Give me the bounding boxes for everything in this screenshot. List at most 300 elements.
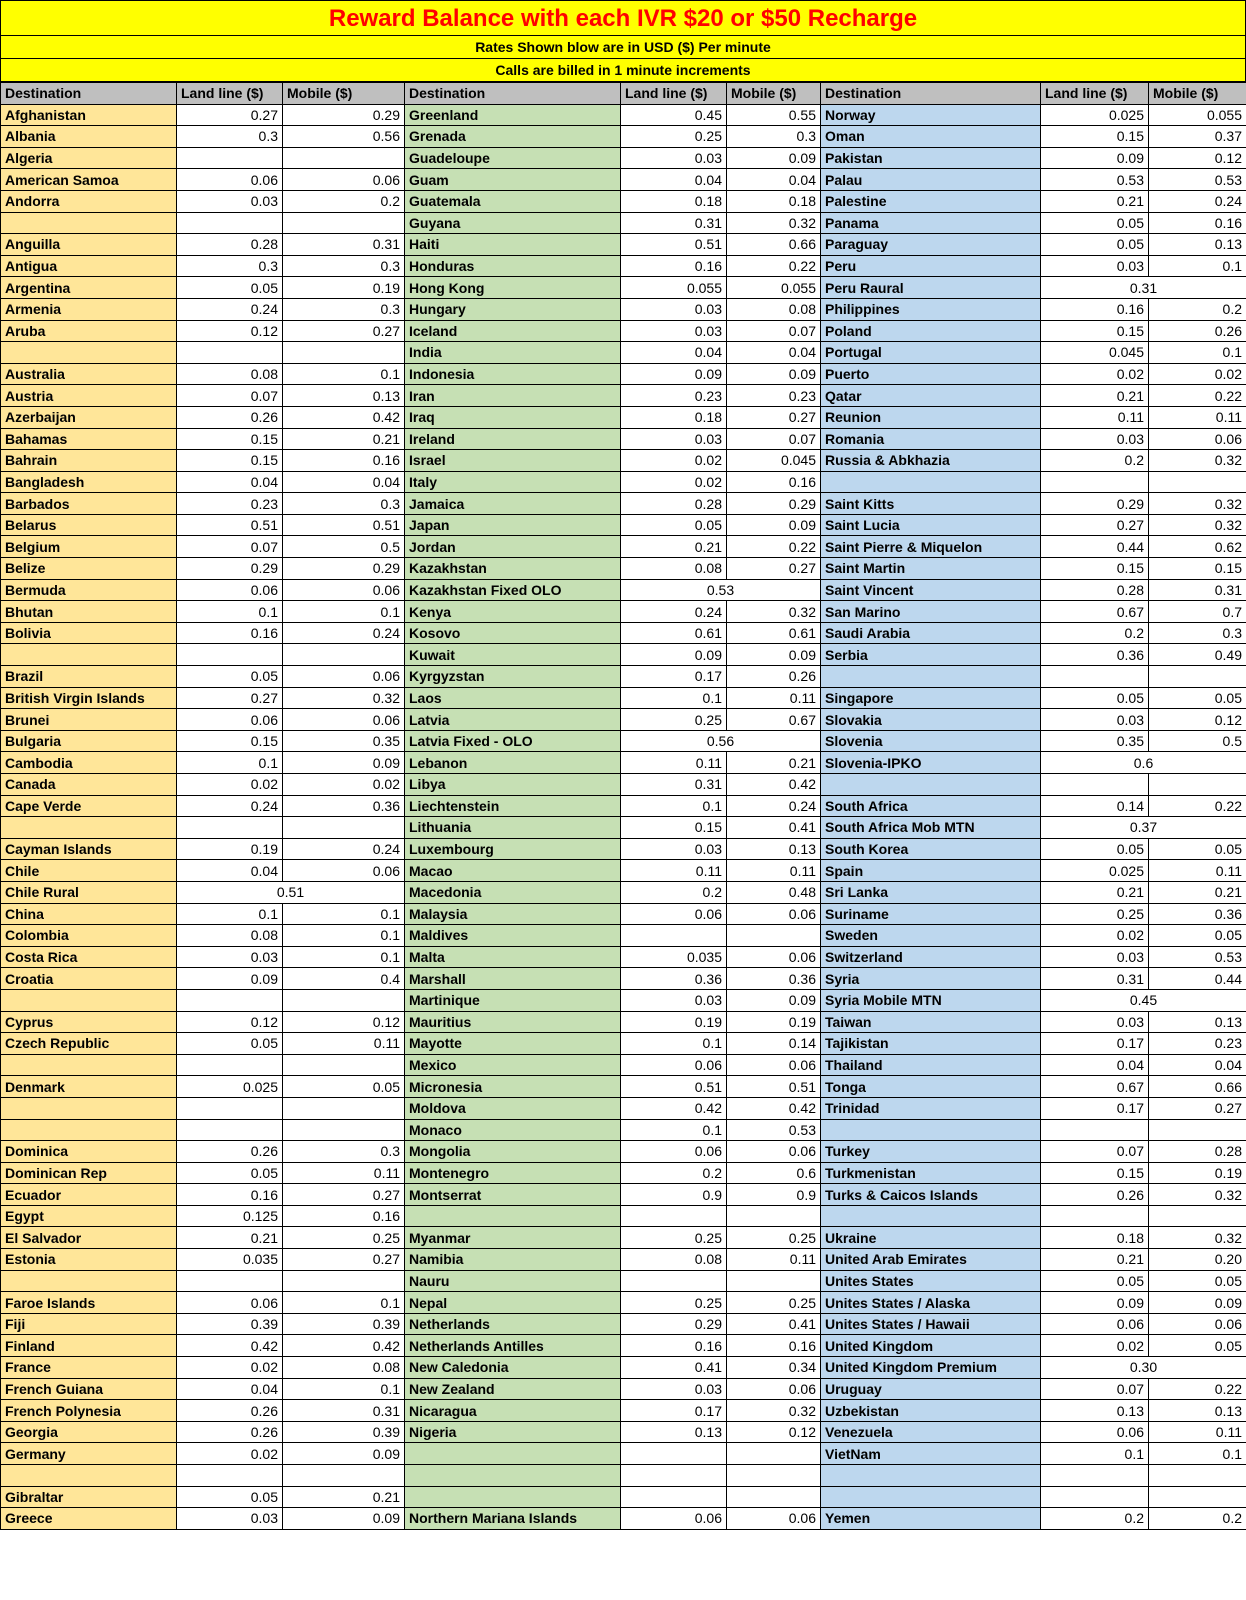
table-row — [1, 1141, 1246, 1163]
mobile-rate-cell: 0.1 — [1149, 342, 1246, 364]
mobile-rate-cell: 0.1 — [283, 903, 405, 925]
destination-cell: Norway — [821, 104, 1041, 126]
mobile-rate-cell: 0.56 — [283, 126, 405, 148]
landline-rate-cell: 0.17 — [621, 1400, 727, 1422]
mobile-rate-cell: 0.27 — [1149, 1097, 1246, 1119]
flat-rate-cell: 0.30 — [1041, 1357, 1246, 1379]
destination-cell: Luxembourg — [405, 838, 621, 860]
mobile-rate-cell: 0.06 — [283, 666, 405, 688]
mobile-rate-cell: 0.25 — [283, 1227, 405, 1249]
landline-rate-cell: 0.1 — [177, 601, 283, 623]
table-row — [1, 1162, 1246, 1184]
mobile-rate-cell: 0.12 — [1149, 709, 1246, 731]
destination-cell: Belgium — [1, 536, 177, 558]
mobile-rate-cell: 0.32 — [1149, 514, 1246, 536]
destination-cell: Saint Martin — [821, 558, 1041, 580]
destination-cell: Marshall — [405, 968, 621, 990]
table-row — [1, 342, 1246, 364]
destination-cell: Ecuador — [1, 1184, 177, 1206]
destination-cell: Saint Lucia — [821, 514, 1041, 536]
mobile-rate-cell — [283, 817, 405, 839]
destination-cell: Greenland — [405, 104, 621, 126]
mobile-rate-cell: 0.06 — [727, 1141, 821, 1163]
landline-rate-cell: 0.05 — [177, 1486, 283, 1508]
table-row — [1, 1227, 1246, 1249]
mobile-rate-cell: 0.28 — [1149, 1141, 1246, 1163]
mobile-rate-cell: 0.06 — [727, 1378, 821, 1400]
flat-rate-cell: 0.31 — [1041, 277, 1246, 299]
landline-rate-cell: 0.06 — [177, 1292, 283, 1314]
destination-cell: Nepal — [405, 1292, 621, 1314]
header-row — [1, 83, 1246, 105]
destination-cell: Bahrain — [1, 450, 177, 472]
destination-cell — [1, 1270, 177, 1292]
table-row — [1, 601, 1246, 623]
destination-cell: United Kingdom Premium — [821, 1357, 1041, 1379]
landline-rate-cell: 0.03 — [1041, 1011, 1149, 1033]
flat-rate-cell: 0.56 — [621, 730, 821, 752]
mobile-rate-cell: 0.21 — [283, 1486, 405, 1508]
mobile-rate-cell: 0.3 — [727, 126, 821, 148]
header-landline-3: Land line ($) — [1041, 83, 1149, 105]
destination-cell: United Arab Emirates — [821, 1249, 1041, 1271]
destination-cell: Croatia — [1, 968, 177, 990]
landline-rate-cell — [177, 644, 283, 666]
destination-cell — [1, 1119, 177, 1141]
destination-cell: Barbados — [1, 493, 177, 515]
mobile-rate-cell: 0.2 — [1149, 298, 1246, 320]
table-row — [1, 1184, 1246, 1206]
mobile-rate-cell: 0.22 — [1149, 1378, 1246, 1400]
mobile-rate-cell — [283, 212, 405, 234]
landline-rate-cell: 0.29 — [177, 558, 283, 580]
destination-cell: Serbia — [821, 644, 1041, 666]
landline-rate-cell: 0.28 — [1041, 579, 1149, 601]
table-row — [1, 1249, 1246, 1271]
landline-rate-cell — [621, 1205, 727, 1227]
destination-cell: Mayotte — [405, 1033, 621, 1055]
table-row — [1, 1443, 1246, 1465]
landline-rate-cell: 0.03 — [1041, 709, 1149, 731]
destination-cell — [1, 1465, 177, 1487]
landline-rate-cell: 0.26 — [177, 1141, 283, 1163]
rates-table — [0, 82, 1246, 1530]
destination-cell: Hungary — [405, 298, 621, 320]
destination-cell: Fiji — [1, 1313, 177, 1335]
destination-cell: Bahamas — [1, 428, 177, 450]
table-row — [1, 298, 1246, 320]
mobile-rate-cell — [283, 342, 405, 364]
destination-cell: Unites States — [821, 1270, 1041, 1292]
landline-rate-cell: 0.02 — [177, 774, 283, 796]
landline-rate-cell: 0.03 — [621, 147, 727, 169]
landline-rate-cell: 0.09 — [1041, 1292, 1149, 1314]
landline-rate-cell: 0.05 — [1041, 1270, 1149, 1292]
landline-rate-cell: 0.02 — [1041, 925, 1149, 947]
landline-rate-cell: 0.16 — [177, 622, 283, 644]
landline-rate-cell: 0.3 — [177, 126, 283, 148]
mobile-rate-cell: 0.04 — [283, 471, 405, 493]
landline-rate-cell: 0.03 — [1041, 428, 1149, 450]
destination-cell: Syria Mobile MTN — [821, 989, 1041, 1011]
landline-rate-cell — [621, 1270, 727, 1292]
table-row — [1, 1033, 1246, 1055]
table-row — [1, 450, 1246, 472]
landline-rate-cell: 0.04 — [1041, 1054, 1149, 1076]
destination-cell: Netherlands — [405, 1313, 621, 1335]
mobile-rate-cell: 0.055 — [727, 277, 821, 299]
mobile-rate-cell: 0.06 — [1149, 1313, 1246, 1335]
destination-cell: Kenya — [405, 601, 621, 623]
mobile-rate-cell: 0.12 — [283, 1011, 405, 1033]
table-row — [1, 1097, 1246, 1119]
destination-cell: Saint Vincent — [821, 579, 1041, 601]
mobile-rate-cell: 0.21 — [727, 752, 821, 774]
landline-rate-cell — [177, 989, 283, 1011]
landline-rate-cell: 0.26 — [1041, 1184, 1149, 1206]
landline-rate-cell: 0.29 — [621, 1313, 727, 1335]
mobile-rate-cell: 0.29 — [283, 558, 405, 580]
destination-cell: Mauritius — [405, 1011, 621, 1033]
landline-rate-cell: 0.08 — [177, 363, 283, 385]
mobile-rate-cell: 0.1 — [283, 601, 405, 623]
destination-cell — [1, 989, 177, 1011]
table-row — [1, 255, 1246, 277]
landline-rate-cell: 0.26 — [177, 1400, 283, 1422]
mobile-rate-cell: 0.11 — [727, 860, 821, 882]
mobile-rate-cell: 0.6 — [727, 1162, 821, 1184]
landline-rate-cell: 0.05 — [1041, 687, 1149, 709]
destination-cell: United Kingdom — [821, 1335, 1041, 1357]
mobile-rate-cell: 0.21 — [1149, 881, 1246, 903]
mobile-rate-cell: 0.16 — [1149, 212, 1246, 234]
destination-cell: Aruba — [1, 320, 177, 342]
destination-cell: Nauru — [405, 1270, 621, 1292]
landline-rate-cell: 0.28 — [621, 493, 727, 515]
destination-cell: Portugal — [821, 342, 1041, 364]
landline-rate-cell: 0.03 — [177, 1508, 283, 1530]
table-row — [1, 644, 1246, 666]
destination-cell: Costa Rica — [1, 946, 177, 968]
mobile-rate-cell: 0.24 — [727, 795, 821, 817]
header-landline-1: Land line ($) — [177, 83, 283, 105]
destination-cell: Chile Rural — [1, 881, 177, 903]
mobile-rate-cell: 0.06 — [283, 709, 405, 731]
destination-cell: Martinique — [405, 989, 621, 1011]
table-row — [1, 925, 1246, 947]
flat-rate-cell: 0.53 — [621, 579, 821, 601]
table-row — [1, 1054, 1246, 1076]
mobile-rate-cell: 0.02 — [283, 774, 405, 796]
landline-rate-cell: 0.08 — [621, 558, 727, 580]
destination-cell: Saudi Arabia — [821, 622, 1041, 644]
landline-rate-cell: 0.51 — [177, 514, 283, 536]
destination-cell: Denmark — [1, 1076, 177, 1098]
table-row — [1, 687, 1246, 709]
mobile-rate-cell: 0.22 — [1149, 385, 1246, 407]
landline-rate-cell: 0.27 — [1041, 514, 1149, 536]
destination-cell — [821, 1119, 1041, 1141]
mobile-rate-cell: 0.44 — [1149, 968, 1246, 990]
destination-cell: Guyana — [405, 212, 621, 234]
mobile-rate-cell: 0.08 — [727, 298, 821, 320]
table-row — [1, 1119, 1246, 1141]
landline-rate-cell: 0.03 — [1041, 946, 1149, 968]
table-row — [1, 666, 1246, 688]
landline-rate-cell: 0.03 — [621, 1378, 727, 1400]
destination-cell — [1, 817, 177, 839]
table-row — [1, 1205, 1246, 1227]
landline-rate-cell: 0.09 — [177, 968, 283, 990]
mobile-rate-cell: 0.13 — [727, 838, 821, 860]
destination-cell: Sweden — [821, 925, 1041, 947]
landline-rate-cell: 0.04 — [177, 1378, 283, 1400]
table-row — [1, 1313, 1246, 1335]
landline-rate-cell — [621, 925, 727, 947]
mobile-rate-cell: 0.1 — [283, 925, 405, 947]
mobile-rate-cell: 0.61 — [727, 622, 821, 644]
mobile-rate-cell — [283, 147, 405, 169]
landline-rate-cell: 0.03 — [177, 190, 283, 212]
header-destination-1: Destination — [1, 83, 177, 105]
table-row — [1, 795, 1246, 817]
landline-rate-cell: 0.12 — [177, 1011, 283, 1033]
destination-cell: Peru — [821, 255, 1041, 277]
table-row — [1, 1400, 1246, 1422]
header-mobile-2: Mobile ($) — [727, 83, 821, 105]
mobile-rate-cell: 0.3 — [283, 493, 405, 515]
mobile-rate-cell: 0.22 — [727, 536, 821, 558]
destination-cell: Finland — [1, 1335, 177, 1357]
mobile-rate-cell: 0.04 — [1149, 1054, 1246, 1076]
mobile-rate-cell: 0.09 — [283, 752, 405, 774]
landline-rate-cell: 0.025 — [1041, 104, 1149, 126]
destination-cell: Australia — [1, 363, 177, 385]
destination-cell: Lithuania — [405, 817, 621, 839]
landline-rate-cell: 0.07 — [1041, 1378, 1149, 1400]
landline-rate-cell: 0.04 — [177, 860, 283, 882]
mobile-rate-cell: 0.51 — [283, 514, 405, 536]
mobile-rate-cell: 0.11 — [283, 1033, 405, 1055]
destination-cell: India — [405, 342, 621, 364]
flat-rate-cell: 0.6 — [1041, 752, 1246, 774]
mobile-rate-cell: 0.09 — [727, 363, 821, 385]
mobile-rate-cell — [283, 644, 405, 666]
destination-cell: Switzerland — [821, 946, 1041, 968]
landline-rate-cell: 0.03 — [621, 320, 727, 342]
table-row — [1, 104, 1246, 126]
landline-rate-cell: 0.17 — [1041, 1097, 1149, 1119]
mobile-rate-cell: 0.13 — [1149, 1011, 1246, 1033]
table-row — [1, 709, 1246, 731]
destination-cell — [821, 1205, 1041, 1227]
landline-rate-cell — [177, 212, 283, 234]
mobile-rate-cell: 0.1 — [1149, 255, 1246, 277]
table-row — [1, 234, 1246, 256]
destination-cell: Haiti — [405, 234, 621, 256]
mobile-rate-cell: 0.11 — [727, 687, 821, 709]
mobile-rate-cell: 0.29 — [727, 493, 821, 515]
table-row — [1, 860, 1246, 882]
mobile-rate-cell: 0.51 — [727, 1076, 821, 1098]
landline-rate-cell: 0.04 — [177, 471, 283, 493]
destination-cell — [405, 1443, 621, 1465]
landline-rate-cell: 0.36 — [621, 968, 727, 990]
destination-cell: Estonia — [1, 1249, 177, 1271]
mobile-rate-cell: 0.09 — [727, 514, 821, 536]
landline-rate-cell: 0.08 — [621, 1249, 727, 1271]
mobile-rate-cell: 0.53 — [727, 1119, 821, 1141]
destination-cell: Kazakhstan — [405, 558, 621, 580]
mobile-rate-cell: 0.06 — [283, 169, 405, 191]
mobile-rate-cell: 0.42 — [727, 774, 821, 796]
landline-rate-cell: 0.03 — [621, 298, 727, 320]
destination-cell: Myanmar — [405, 1227, 621, 1249]
mobile-rate-cell — [283, 989, 405, 1011]
landline-rate-cell — [1041, 1465, 1149, 1487]
landline-rate-cell: 0.02 — [1041, 1335, 1149, 1357]
mobile-rate-cell: 0.11 — [283, 1162, 405, 1184]
mobile-rate-cell: 0.7 — [1149, 601, 1246, 623]
mobile-rate-cell — [283, 1465, 405, 1487]
landline-rate-cell — [177, 342, 283, 364]
mobile-rate-cell — [727, 925, 821, 947]
destination-cell: Austria — [1, 385, 177, 407]
landline-rate-cell: 0.15 — [1041, 320, 1149, 342]
mobile-rate-cell — [283, 1119, 405, 1141]
destination-cell: Uruguay — [821, 1378, 1041, 1400]
mobile-rate-cell: 0.32 — [727, 601, 821, 623]
destination-cell: Egypt — [1, 1205, 177, 1227]
mobile-rate-cell: 0.20 — [1149, 1249, 1246, 1271]
destination-cell: New Caledonia — [405, 1357, 621, 1379]
mobile-rate-cell: 0.32 — [727, 212, 821, 234]
destination-cell: Jamaica — [405, 493, 621, 515]
table-row — [1, 1508, 1246, 1530]
landline-rate-cell: 0.05 — [177, 1162, 283, 1184]
mobile-rate-cell: 0.1 — [1149, 1443, 1246, 1465]
mobile-rate-cell — [1149, 774, 1246, 796]
destination-cell: Turkmenistan — [821, 1162, 1041, 1184]
destination-cell: France — [1, 1357, 177, 1379]
landline-rate-cell: 0.24 — [621, 601, 727, 623]
table-row — [1, 363, 1246, 385]
destination-cell: Turkey — [821, 1141, 1041, 1163]
destination-cell: Taiwan — [821, 1011, 1041, 1033]
table-row — [1, 817, 1246, 839]
landline-rate-cell — [1041, 666, 1149, 688]
mobile-rate-cell: 0.04 — [727, 169, 821, 191]
destination-cell: Bolivia — [1, 622, 177, 644]
landline-rate-cell: 0.67 — [1041, 601, 1149, 623]
destination-cell: Chile — [1, 860, 177, 882]
landline-rate-cell: 0.36 — [1041, 644, 1149, 666]
destination-cell: Lebanon — [405, 752, 621, 774]
destination-cell: Paraguay — [821, 234, 1041, 256]
landline-rate-cell: 0.1 — [621, 1119, 727, 1141]
landline-rate-cell: 0.025 — [1041, 860, 1149, 882]
header-destination-3: Destination — [821, 83, 1041, 105]
landline-rate-cell: 0.51 — [621, 234, 727, 256]
destination-cell: Kyrgyzstan — [405, 666, 621, 688]
mobile-rate-cell: 0.66 — [1149, 1076, 1246, 1098]
landline-rate-cell: 0.25 — [621, 1227, 727, 1249]
mobile-rate-cell: 0.22 — [1149, 795, 1246, 817]
landline-rate-cell: 0.11 — [1041, 406, 1149, 428]
table-row — [1, 989, 1246, 1011]
mobile-rate-cell: 0.13 — [1149, 234, 1246, 256]
destination-cell: Slovenia-IPKO — [821, 752, 1041, 774]
destination-cell: Gibraltar — [1, 1486, 177, 1508]
destination-cell: Montserrat — [405, 1184, 621, 1206]
landline-rate-cell: 0.06 — [621, 1141, 727, 1163]
destination-cell — [405, 1486, 621, 1508]
mobile-rate-cell: 0.02 — [1149, 363, 1246, 385]
mobile-rate-cell: 0.32 — [283, 687, 405, 709]
landline-rate-cell: 0.14 — [1041, 795, 1149, 817]
destination-cell — [821, 1465, 1041, 1487]
landline-rate-cell: 0.19 — [177, 838, 283, 860]
destination-cell: Reunion — [821, 406, 1041, 428]
destination-cell: Namibia — [405, 1249, 621, 1271]
landline-rate-cell: 0.06 — [177, 169, 283, 191]
mobile-rate-cell — [1149, 471, 1246, 493]
destination-cell: South Africa Mob MTN — [821, 817, 1041, 839]
destination-cell: Sri Lanka — [821, 881, 1041, 903]
destination-cell: Ukraine — [821, 1227, 1041, 1249]
mobile-rate-cell: 0.21 — [283, 428, 405, 450]
mobile-rate-cell: 0.06 — [727, 1508, 821, 1530]
landline-rate-cell — [177, 1119, 283, 1141]
rates-note: Rates Shown blow are in USD ($) Per minute — [0, 36, 1246, 59]
landline-rate-cell: 0.05 — [621, 514, 727, 536]
landline-rate-cell: 0.1 — [621, 687, 727, 709]
sheet-title: Reward Balance with each IVR $20 or $50 Recharge — [0, 0, 1246, 36]
mobile-rate-cell: 0.11 — [1149, 1421, 1246, 1443]
destination-cell: Guam — [405, 169, 621, 191]
destination-cell — [821, 1486, 1041, 1508]
landline-rate-cell: 0.25 — [621, 126, 727, 148]
mobile-rate-cell: 0.2 — [1149, 1508, 1246, 1530]
landline-rate-cell: 0.27 — [177, 687, 283, 709]
landline-rate-cell: 0.15 — [1041, 126, 1149, 148]
destination-cell: Maldives — [405, 925, 621, 947]
table-row — [1, 1378, 1246, 1400]
destination-cell: Pakistan — [821, 147, 1041, 169]
destination-cell: Qatar — [821, 385, 1041, 407]
landline-rate-cell: 0.09 — [1041, 147, 1149, 169]
destination-cell: French Guiana — [1, 1378, 177, 1400]
destination-cell: New Zealand — [405, 1378, 621, 1400]
flat-rate-cell: 0.37 — [1041, 817, 1246, 839]
destination-cell: South Africa — [821, 795, 1041, 817]
destination-cell: Cape Verde — [1, 795, 177, 817]
destination-cell: Netherlands Antilles — [405, 1335, 621, 1357]
landline-rate-cell: 0.1 — [177, 752, 283, 774]
landline-rate-cell: 0.06 — [621, 1054, 727, 1076]
mobile-rate-cell: 0.19 — [727, 1011, 821, 1033]
mobile-rate-cell: 0.09 — [1149, 1292, 1246, 1314]
mobile-rate-cell: 0.09 — [727, 644, 821, 666]
mobile-rate-cell: 0.12 — [727, 1421, 821, 1443]
table-row — [1, 406, 1246, 428]
mobile-rate-cell: 0.045 — [727, 450, 821, 472]
landline-rate-cell — [1041, 471, 1149, 493]
mobile-rate-cell: 0.29 — [283, 104, 405, 126]
landline-rate-cell: 0.03 — [621, 838, 727, 860]
mobile-rate-cell — [727, 1270, 821, 1292]
mobile-rate-cell: 0.3 — [283, 1141, 405, 1163]
